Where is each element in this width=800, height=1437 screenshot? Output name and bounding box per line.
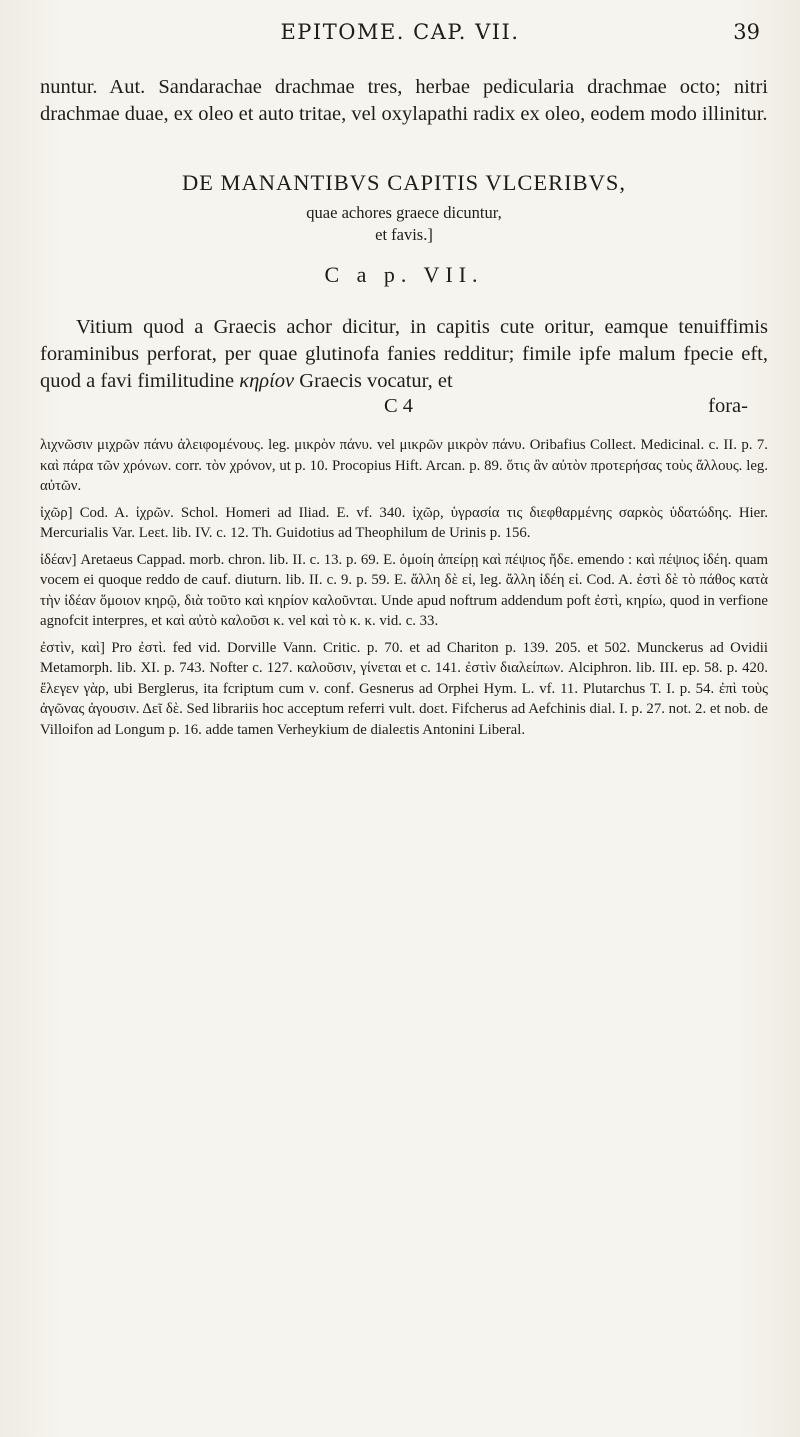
footnote-lemma: ἰχῶρ] — [40, 504, 73, 521]
footnote — [40, 435, 768, 497]
footnote-text: ἀλειφομένους. leg. μικρὸν πάνυ. vel μικρῶν μικρὸν πάνυ. Oribafius Colleɛt. Medicinal. c. II. p. 7. καὶ πάρα τῶν χρόνων. corr. τὸν χρόνον, ut p. 10. Procopius Hift. Arcan. p. 89. ὅτις ἂν αὐτὸν προτερήσας τοὺς ἄλλους. leg. αὐτῶν. — [40, 437, 768, 494]
section-heading: DE MANANTIBVS CAPITIS VLCERIBVS, — [181, 170, 627, 195]
page-number: 39 — [733, 20, 760, 44]
main-text — [40, 74, 768, 746]
printer-signature: C 4 — [384, 395, 414, 417]
paragraph-achor — [40, 314, 768, 395]
footnote-lemma: ἰδέαν] — [40, 551, 77, 568]
paragraph-achor-text-b: Graecis vocatur, et — [299, 370, 453, 392]
footnote — [40, 550, 768, 632]
footnote-text: Cod. A. ἰχρῶν. Schol. Homeri ad Iliad. E. vf. 340. ἰχῶρ, ὑγρασία τις διεφθαρμένης σαρκὸς ὑδατώδης. Hier. Mercurialis Var. Leɛt. lib. IV. c. 12. Th. Guidotius ad Theophilum de Urinis p. 156. — [40, 504, 769, 541]
footnote-text: Pro ἐστὶ. fed vid. Dorville Vann. Critic. p. 70. et ad Chariton p. 139. 205. et 502. Munckerus ad Ovidii Metamorph. lib. XI. p. 743. Nofter c. 127. καλοῦσιν, γίνεται et c. 141. ἐστὶν διαλείπων. Alciphron. lib. III. ep. 58. p. 420. ἔλεγεν γὰρ, ubi Berglerus, ita fcriptum cum ν. conf. Gesnerus ad Orphei Hym. L. vf. 11. Plutarchus T. I. p. 54. ἐπὶ τοὺς ἀγῶνας ἀγουσιν. Δεῖ δὲ. Sed librariis hoc acceptum referri vult. doɛt. Fifcherus ad Aefchinis dial. I. p. 27. not. 2. et nob. de Villoifon ad Longum p. 16. adde tamen Verheykium de dialeɛtis Antonini Liberal. — [40, 639, 768, 738]
footnote — [40, 638, 768, 741]
greek-term: κηρίον — [239, 370, 295, 392]
footnote-lemma: λιχνῶσιν μιχρῶν πάνυ — [40, 437, 174, 453]
chapter-number: C a p. VII. — [324, 262, 484, 287]
section-subheading-line-1: quae achores graece dicuntur, — [306, 203, 502, 222]
footnote — [40, 503, 768, 544]
running-title: EPITOME. CAP. VII. — [280, 20, 520, 44]
paragraph-continuation: nuntur. Aut. Sandarachae drachmae tres, herbae pedicularia drachmae octo; nitri drachmae duae, ex oleo et auto tritae, vel oxylapathi radix ex oleo, eodem modo illinitur. — [40, 76, 768, 125]
paragraph-achor-text-a: Vitium quod a Graecis achor dicitur, in capitis cute oritur, eamque tenuiffimis foraminibus perforat, per quae glutinofa fanies redditur; fimile ipfe malum fpecie eft, quod a favi fimilitudine — [40, 316, 768, 392]
section-subheading-line-2: et favis.] — [375, 225, 433, 244]
footnote-text: Aretaeus Cappad. morb. chron. lib. II. c. 13. p. 69. E. ὁμοίη ἀπείρῃ καὶ πέψιος ἤδε. emendo : καὶ πέψιος ἰδέη. quam vocem ei quoque reddo de cauf. diuturn. lib. II. c. 9. p. 59. E. ἄλλη δὲ εἰ, leg. ἄλλη ἰδέη εἰ. Cod. A. ἐστὶ δὲ τὸ πάθος κατὰ τὴν ἰδέαν ὅμοιον κηρῷ, διὰ τοῦτο καὶ κηρίον καλοῦνται. Unde apud noftrum addendum poft ἐστὶ, κηρίω, quod in verfione agnofcit interpres, et καὶ αὐτὸ καλοῦσι κ. vel καὶ τὸ κ. κ. vid. c. 33. — [40, 551, 768, 629]
running-head — [40, 18, 760, 54]
catchword: fora- — [708, 395, 748, 417]
footnote-lemma: ἐστὶν, καὶ] — [40, 639, 105, 656]
signature-line — [40, 395, 768, 423]
footnotes — [40, 435, 768, 740]
